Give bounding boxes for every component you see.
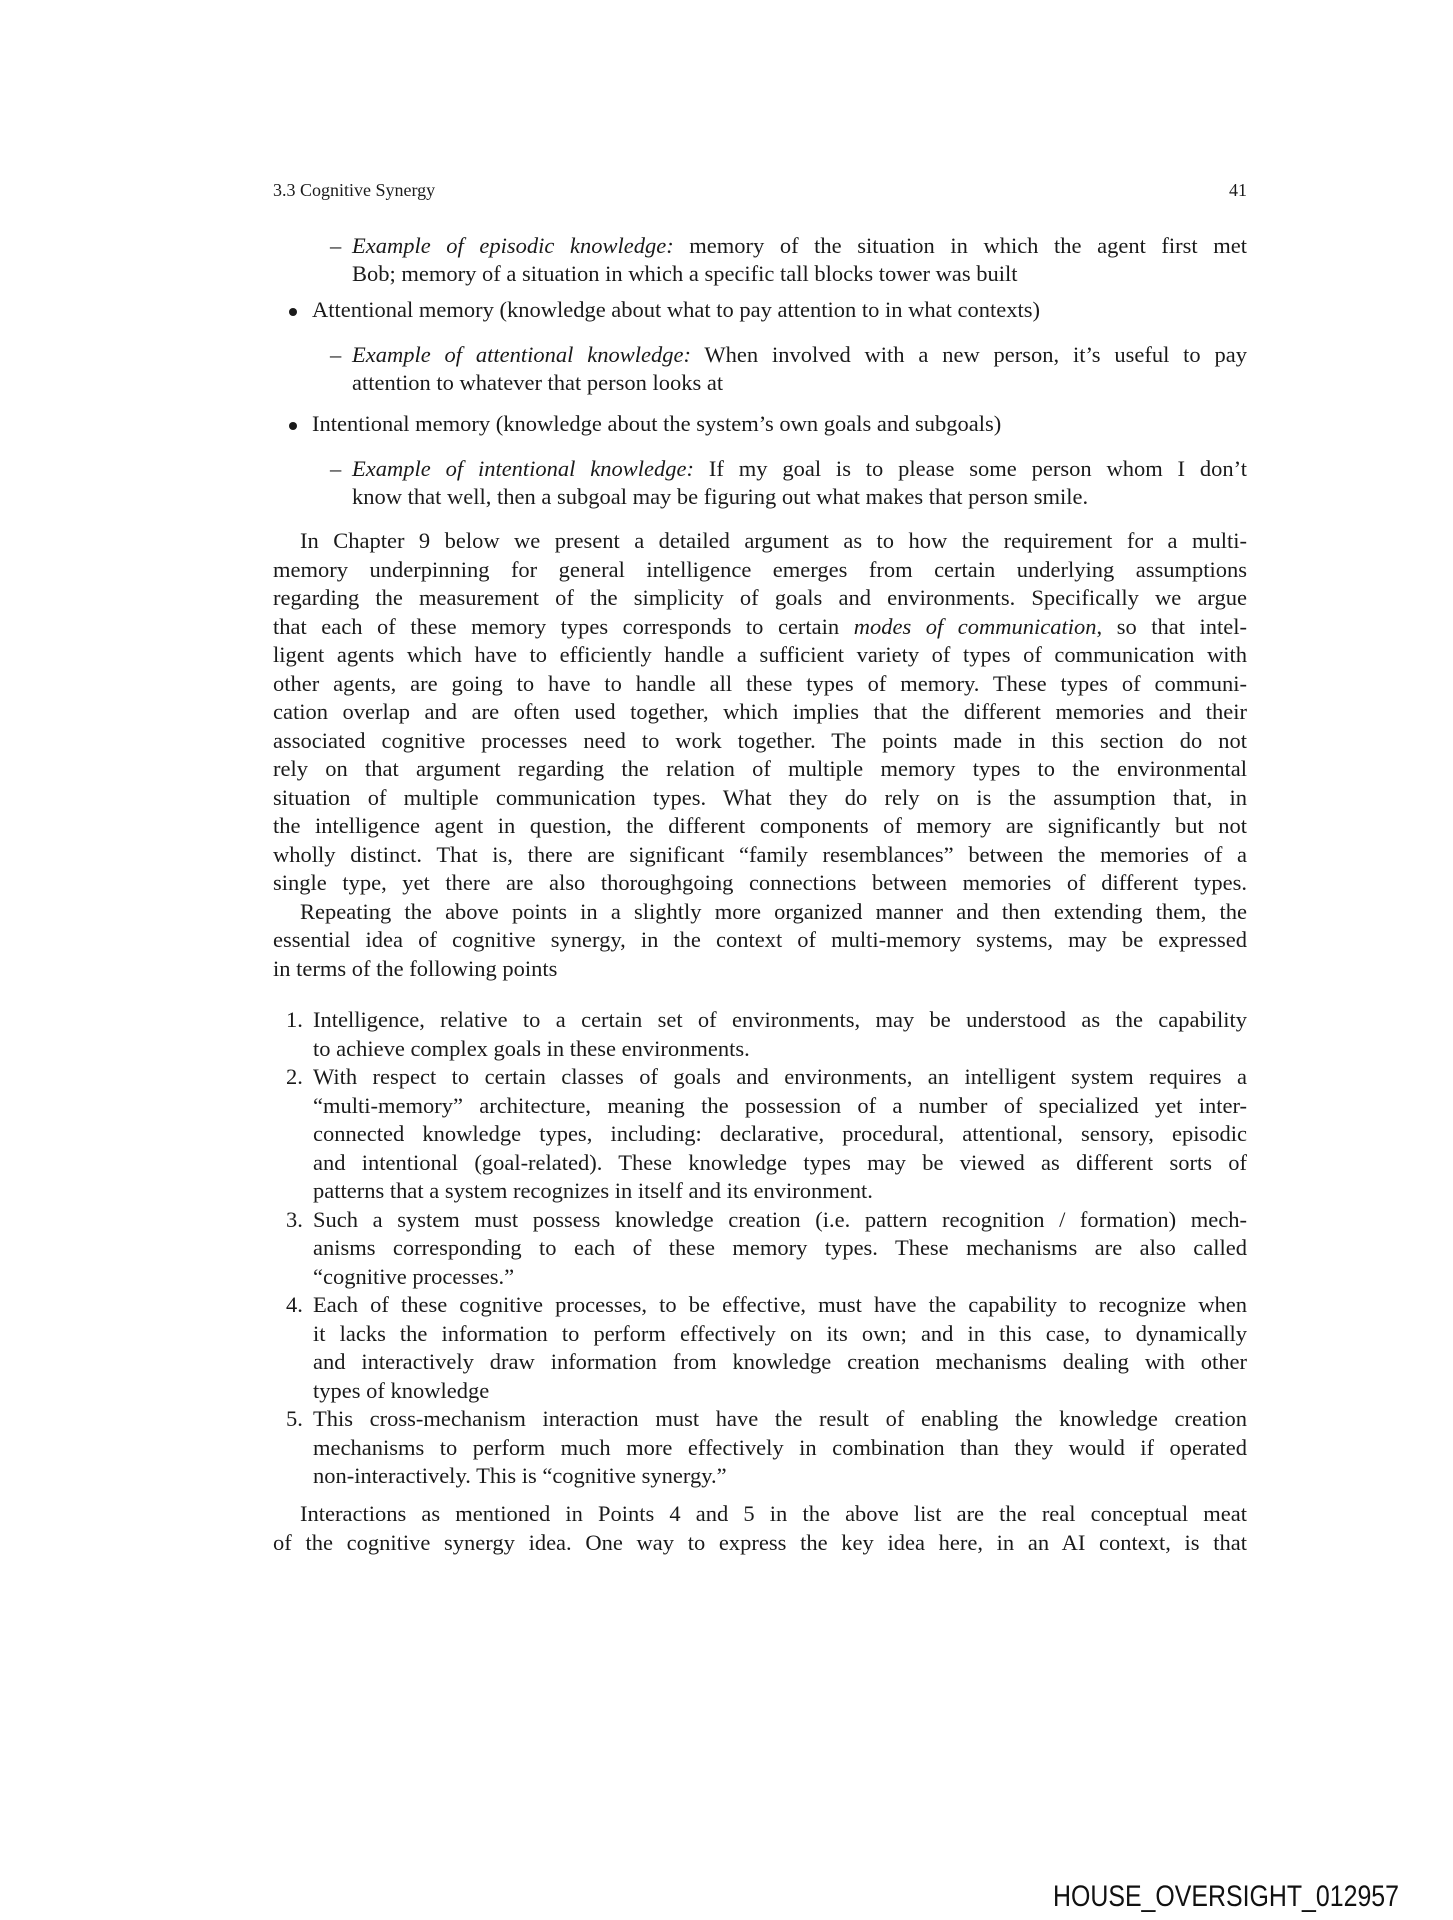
list-item-line: know that well, then a subgoal may be figuring out what makes that person smile. <box>352 484 1089 509</box>
paragraph-line: in terms of the following points <box>273 955 558 981</box>
line-text: , so that intel- <box>1096 613 1248 639</box>
paragraph-line: of the cognitive synergy idea. One way to express the key idea here, in an AI context, is that <box>273 1529 1247 1555</box>
list-item-line: mechanisms to perform much more effectively in combination than they would if operated <box>313 1434 1247 1460</box>
list-item-attentional-example <box>352 341 1247 369</box>
line-text: If my goal is to please some person whom I don’t <box>694 456 1248 481</box>
paragraph-line: Repeating the above points in a slightly more organized manner and then extending them, the <box>300 898 1247 924</box>
example-label: Example of intentional knowledge: <box>352 456 695 481</box>
paragraph-line: other agents, are going to have to handle all these types of memory. These types of communi- <box>273 670 1247 696</box>
paragraph-line: single type, yet there are also thoroughgoing connections between memories of different types. <box>273 870 1247 895</box>
list-item-line: Such a system must possess knowledge creation (i.e. pattern recognition / formation) mech- <box>313 1206 1247 1232</box>
list-item-line: attention to whatever that person looks at <box>352 370 724 395</box>
paragraph-line: rely on that argument regarding the relation of multiple memory types to the environmental <box>273 756 1247 781</box>
bullet-icon <box>289 422 297 430</box>
example-label: Example of attentional knowledge: <box>352 342 691 367</box>
dash-marker: – <box>330 342 342 367</box>
paragraph-line: associated cognitive processes need to work together. The points made in this section do not <box>273 727 1247 753</box>
paragraph-line: essential idea of cognitive synergy, in the context of multi-memory systems, may be expressed <box>273 927 1247 952</box>
list-item-line: patterns that a system recognizes in itself and its environment. <box>313 1178 873 1203</box>
list-number: 3. <box>286 1206 303 1232</box>
list-item-line: This cross-mechanism interaction must have the result of enabling the knowledge creation <box>313 1406 1247 1431</box>
list-item-intentional-example <box>352 455 1247 483</box>
paragraph-line: memory underpinning for general intelligence emerges from certain underlying assumptions <box>273 556 1247 582</box>
paragraph-line: situation of multiple communication types. What they do rely on is the assumption that, in <box>273 784 1247 810</box>
list-item-line: it lacks the information to perform effectively on its own; and in this case, to dynamically <box>313 1320 1247 1346</box>
paragraph-line: cation overlap and are often used together, which implies that the different memories and their <box>273 699 1247 724</box>
bullet-icon <box>289 308 297 316</box>
paragraph-line: regarding the measurement of the simplicity of goals and environments. Specifically we argue <box>273 585 1247 610</box>
list-item-episodic-example <box>352 232 1247 260</box>
list-item-line: With respect to certain classes of goals and environments, an intelligent system requires a <box>313 1064 1247 1089</box>
paragraph-line: Interactions as mentioned in Points 4 and 5 in the above list are the real conceptual meat <box>300 1501 1247 1526</box>
list-item-attentional: Attentional memory (knowledge about what to pay attention to in what contexts) <box>312 297 1040 322</box>
list-item-line: Bob; memory of a situation in which a specific tall blocks tower was built <box>352 261 1018 286</box>
list-item-line: non-interactively. This is “cognitive synergy.” <box>313 1463 727 1488</box>
list-item-line: Intelligence, relative to a certain set of environments, may be understood as the capability <box>313 1007 1247 1032</box>
list-item-line: types of knowledge <box>313 1377 490 1403</box>
line-text: When involved with a new person, it’s useful to pay <box>690 342 1248 367</box>
paragraph-line <box>273 613 1247 641</box>
list-item-line: and intentional (goal-related). These knowledge types may be viewed as different sorts of <box>313 1149 1247 1175</box>
dash-marker: – <box>330 456 342 481</box>
list-item-line: and interactively draw information from knowledge creation mechanisms dealing with other <box>313 1349 1247 1374</box>
list-item-line: anisms corresponding to each of these memory types. These mechanisms are also called <box>313 1235 1247 1260</box>
page-number: 41 <box>1229 180 1247 200</box>
paragraph-line: wholly distinct. That is, there are significant “family resemblances” between the memories of a <box>273 841 1247 867</box>
section-title: 3.3 Cognitive Synergy <box>273 180 436 200</box>
emphasis: modes of communication <box>853 613 1097 639</box>
list-item-line: “multi-memory” architecture, meaning the possession of a number of specialized yet inter- <box>313 1092 1247 1118</box>
paragraph-line: ligent agents which have to efficiently handle a sufficient variety of types of communication with <box>273 642 1247 667</box>
list-item-line: connected knowledge types, including: declarative, procedural, attentional, sensory, episodic <box>313 1121 1247 1146</box>
line-text: memory of the situation in which the agent first met <box>673 233 1247 258</box>
line-text: that each of these memory types corresponds to certain <box>273 613 854 639</box>
paragraph-line: the intelligence agent in question, the different components of memory are significantly but not <box>273 813 1247 838</box>
list-number: 5. <box>286 1406 303 1431</box>
dash-marker: – <box>330 233 342 258</box>
list-item-intentional: Intentional memory (knowledge about the system’s own goals and subgoals) <box>312 411 1002 436</box>
running-head <box>273 180 1247 206</box>
list-item-line: to achieve complex goals in these environments. <box>313 1035 750 1061</box>
list-item-line: “cognitive processes.” <box>313 1263 515 1289</box>
list-number: 2. <box>286 1064 303 1089</box>
list-item-line: Each of these cognitive processes, to be effective, must have the capability to recognize when <box>313 1292 1247 1317</box>
example-label: Example of episodic knowledge: <box>352 233 674 258</box>
paragraph-line: In Chapter 9 below we present a detailed argument as to how the requirement for a multi- <box>300 528 1247 553</box>
list-number: 4. <box>286 1292 303 1317</box>
list-number: 1. <box>286 1007 303 1032</box>
bates-stamp: HOUSE_OVERSIGHT_012957 <box>1053 1880 1399 1913</box>
